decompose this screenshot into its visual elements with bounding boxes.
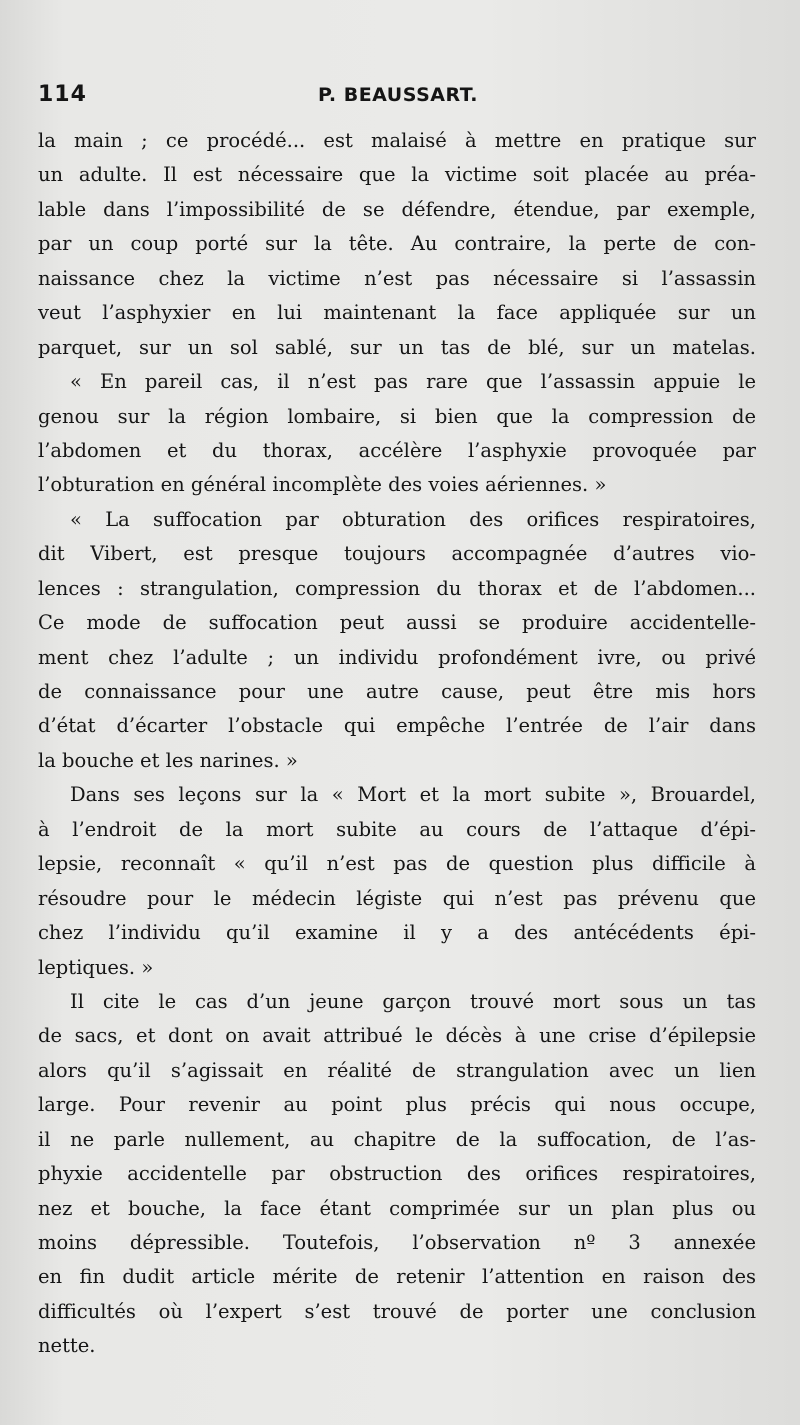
text-line: il ne parle nullement, au chapitre de la suffocation, de l’as- [38, 1127, 756, 1151]
text-line: leptiques. » [38, 955, 154, 979]
text-line: lable dans l’impossibilité de se défendre, étendue, par exemple, [38, 197, 756, 221]
text-line: la main ; ce procédé... est malaisé à mettre en pratique sur [38, 129, 756, 152]
text-line: par un coup porté sur la tête. Au contraire, la perte de con- [38, 232, 756, 256]
body-text [38, 124, 756, 1364]
text-line: « En pareil cas, il n’est pas rare que l’assassin appuie le [70, 370, 756, 394]
text-line: dit Vibert, est presque toujours accompagnée d’autres vio- [38, 542, 756, 566]
text-line: chez l’individu qu’il examine il y a des antécédents épi- [38, 921, 756, 945]
text-line: d’état d’écarter l’obstacle qui empêche l’entrée de l’air dans [38, 714, 756, 738]
text-line: Il cite le cas d’un jeune garçon trouvé mort sous un tas [70, 989, 756, 1013]
text-line: moins dépressible. Toutefois, l’observation nº 3 annexée [38, 1231, 756, 1254]
text-line: alors qu’il s’agissait en réalité de strangulation avec un lien [38, 1058, 756, 1082]
text-line: de sacs, et dont on avait attribué le décès à une crise d’épilepsie [38, 1024, 756, 1048]
text-line: lepsie, reconnaît « qu’il n’est pas de question plus difficile à [38, 852, 756, 876]
text-line: de connaissance pour une autre cause, peut être mis hors [38, 680, 756, 703]
page-number: 114 [38, 82, 87, 107]
text-line: en fin dudit article mérite de retenir l’attention en raison des [38, 1265, 756, 1289]
text-line: « La suffocation par obturation des orifices respiratoires, [70, 507, 756, 531]
text-line: Dans ses leçons sur la « Mort et la mort subite », Brouardel, [70, 783, 756, 807]
text-line: à l’endroit de la mort subite au cours de l’attaque d’épi- [38, 817, 756, 841]
text-line: Ce mode de suffocation peut aussi se produire accidentelle- [38, 611, 756, 635]
text-line: difficultés où l’expert s’est trouvé de porter une conclusion [38, 1299, 756, 1323]
running-title: P. BEAUSSART. [317, 84, 479, 106]
text-line: la bouche et les narines. » [38, 748, 298, 772]
text-line: naissance chez la victime n’est pas nécessaire si l’assassin [38, 266, 756, 290]
text-line: ment chez l’adulte ; un individu profondément ivre, ou privé [38, 645, 756, 669]
text-line: parquet, sur un sol sablé, sur un tas de blé, sur un matelas. [38, 335, 756, 359]
text-line: large. Pour revenir au point plus précis qui nous occupe, [38, 1093, 756, 1117]
text-line: un adulte. Il est nécessaire que la victime soit placée au préa- [38, 163, 756, 187]
text-line: nez et bouche, la face étant comprimée sur un plan plus ou [38, 1196, 756, 1220]
text-line: lences : strangulation, compression du thorax et de l’abdomen... [38, 576, 756, 600]
text-line: nette. [38, 1334, 96, 1358]
text-line: veut l’asphyxier en lui maintenant la face appliquée sur un [38, 301, 756, 325]
running-head [38, 82, 758, 116]
text-line: l’obturation en général incomplète des voies aériennes. » [38, 473, 607, 497]
text-line: genou sur la région lombaire, si bien que la compression de [38, 404, 756, 428]
text-line: résoudre pour le médecin légiste qui n’est pas prévenu que [38, 886, 756, 910]
text-line: phyxie accidentelle par obstruction des orifices respiratoires, [38, 1162, 756, 1186]
text-line: l’abdomen et du thorax, accélère l’asphyxie provoquée par [38, 438, 756, 462]
